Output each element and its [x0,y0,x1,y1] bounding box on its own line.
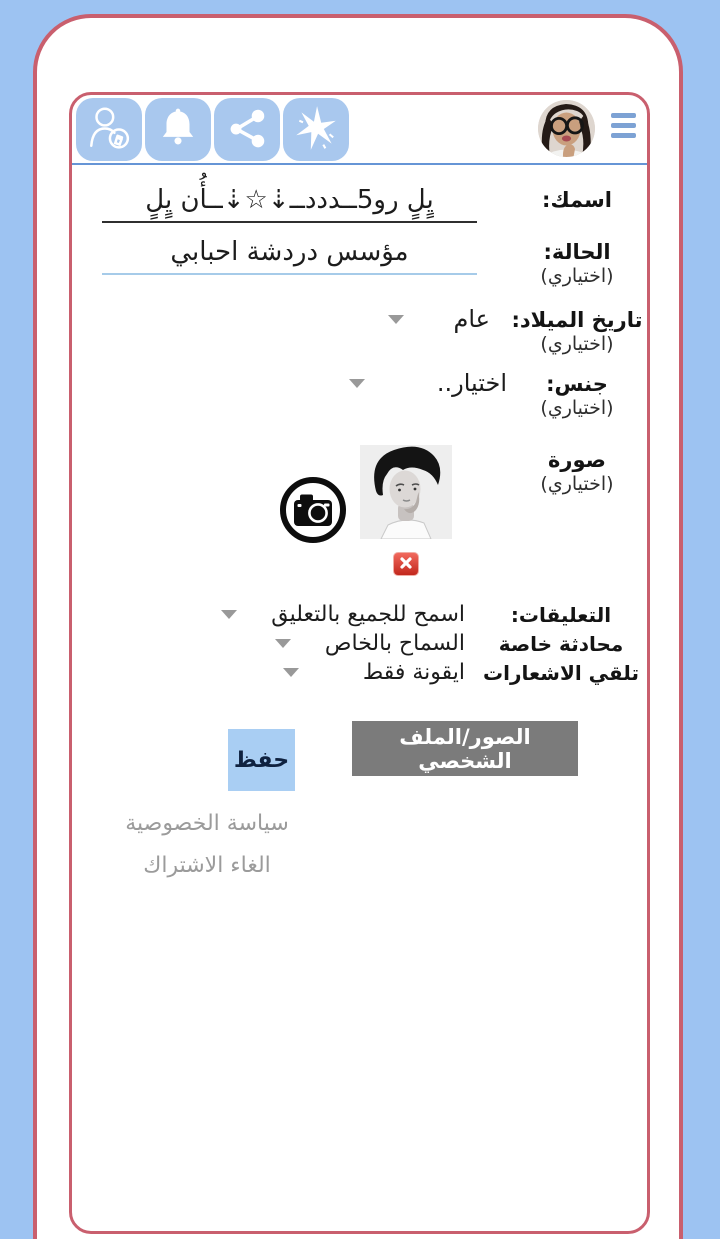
sparkle-icon [291,103,341,157]
profile-form [72,165,647,878]
notifications-label: تلقي الاشعارات [483,660,639,685]
top-bar [72,95,647,163]
birthdate-label: تاريخ الميلاد: [511,308,643,332]
birthdate-label-col [507,305,647,357]
profile-edit-icon [83,103,135,157]
menu-button[interactable] [611,113,636,143]
share-icon [224,105,270,155]
private-chat-label: محادثة خاصة [498,631,624,656]
status-row [72,237,647,289]
photo-group [72,445,507,576]
bell-icon [155,105,201,155]
app-screen [69,92,650,1234]
notifications-select[interactable] [283,660,475,685]
actions-row [72,721,647,791]
status-value: مؤسس دردشة احبابي [170,237,409,267]
upload-photo-button[interactable] [278,475,348,549]
gender-value: اختيار.. [436,369,507,397]
status-label: الحالة: [543,240,611,264]
save-button[interactable]: حفظ [228,729,295,791]
gender-label: جنس: [546,372,608,396]
gender-select[interactable] [72,369,507,397]
birthdate-row [72,305,647,357]
chevron-down-icon [275,639,291,648]
birthdate-value: عام [453,305,490,333]
unsubscribe-link[interactable]: الغاء الاشتراك [143,853,271,878]
photos-profile-button[interactable]: الصور/الملف الشخصي [352,721,578,776]
comments-label-col [475,603,647,627]
private-chat-label-col [475,632,647,656]
comments-label: التعليقات: [510,602,612,627]
share-button[interactable] [214,98,280,161]
name-value: يٍلٍ رو5ــدددــ⇣☆⇣ــأُن يٍلٍ [145,185,434,215]
name-label: اسمك: [542,188,612,212]
notifications-row [72,660,647,685]
profile-photo-preview[interactable] [360,445,452,539]
status-optional: (اختياري) [540,265,614,288]
comments-select[interactable] [221,602,475,627]
user-avatar[interactable] [538,100,595,157]
status-input[interactable] [102,237,477,275]
private-chat-select[interactable] [275,631,475,656]
notifications-label-col [475,661,647,685]
delete-photo-button[interactable] [393,552,419,576]
comments-row [72,602,647,627]
private-chat-value: السماح بالخاص [324,631,465,656]
gender-optional: (اختياري) [540,397,614,420]
menu-bar [611,113,636,118]
name-label-col [507,185,647,213]
notifications-button[interactable] [145,98,211,161]
photo-label: صورة [548,448,606,472]
gender-row [72,369,647,421]
menu-bar [611,133,636,138]
photo-column [360,445,452,576]
private-chat-row [72,631,647,656]
sparkle-button[interactable] [283,98,349,161]
name-input[interactable] [102,185,477,223]
chevron-down-icon [388,315,404,324]
birthdate-optional: (اختياري) [540,333,614,356]
comments-value: اسمح للجميع بالتعليق [271,602,465,627]
name-row [72,185,647,223]
footer-links [72,811,342,878]
chevron-down-icon [221,610,237,619]
camera-icon [278,530,348,549]
photo-label-col [507,445,647,497]
privacy-policy-link[interactable]: سياسة الخصوصية [125,811,289,836]
gender-label-col [507,369,647,421]
chevron-down-icon [283,668,299,677]
menu-bar [611,123,636,128]
close-icon [399,555,413,574]
phone-frame [33,14,683,1239]
profile-edit-button[interactable] [76,98,142,161]
photo-optional: (اختياري) [540,473,614,496]
chevron-down-icon [349,379,365,388]
photo-row [72,445,647,576]
notifications-value: ايقونة فقط [362,660,465,685]
birthdate-select[interactable] [72,305,507,333]
status-label-col [507,237,647,289]
